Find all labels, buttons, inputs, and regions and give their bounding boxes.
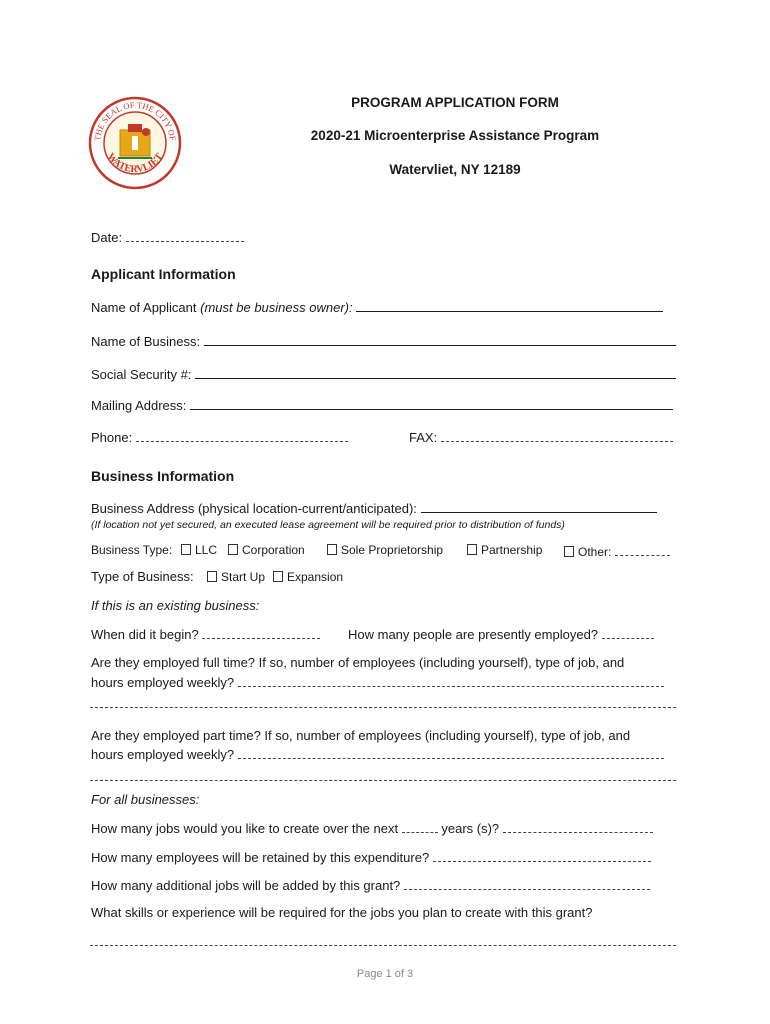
skills-answer-line[interactable] <box>90 944 676 946</box>
begin-label: When did it begin? <box>91 627 199 642</box>
jobs-create-row: How many jobs would you like to create over the next years (s)? <box>91 820 653 836</box>
date-label: Date: <box>91 230 123 245</box>
business-type-row <box>91 543 172 557</box>
kind-startup-option[interactable]: Start Up <box>207 570 265 584</box>
checkbox-corporation[interactable] <box>228 544 238 555</box>
business-type-label: Business Type: <box>91 543 173 557</box>
employed-row <box>348 626 654 642</box>
mailing-label: Mailing Address: <box>91 398 187 413</box>
begin-row <box>91 626 320 642</box>
employees-retained-row: How many employees will be retained by this expenditure? <box>91 849 651 865</box>
applicant-name-row <box>91 299 663 315</box>
phone-row <box>91 429 348 445</box>
business-address-field[interactable] <box>421 500 657 513</box>
business-heading: Business Information <box>91 468 235 484</box>
employees-retained-field[interactable] <box>433 849 651 862</box>
type-partnership-option[interactable]: Partnership <box>467 543 542 557</box>
type-sole-proprietorship-option[interactable]: Sole Proprietorship <box>327 543 443 557</box>
business-name-row <box>91 333 676 349</box>
city-seal-logo <box>88 96 182 190</box>
kind-label: Type of Business: <box>91 569 194 584</box>
date-row <box>91 229 244 245</box>
fulltime-question-line2: hours employed weekly? <box>91 674 664 690</box>
business-address-row <box>91 500 657 516</box>
parttime-question-line1: Are they employed part time? If so, number of employees (including yourself), type of job, and <box>91 728 631 743</box>
business-address-note: (If location not yet secured, an executed lease agreement will be required prior to distribution of funds) <box>91 519 565 531</box>
applicant-name-note: (must be business owner): <box>200 300 353 315</box>
employed-field[interactable] <box>602 626 654 639</box>
checkbox-llc[interactable] <box>181 544 191 555</box>
kind-expansion-option[interactable]: Expansion <box>273 570 343 584</box>
all-heading: For all businesses: <box>91 792 200 807</box>
checkbox-other[interactable] <box>564 546 574 557</box>
parttime-extra-line[interactable] <box>90 779 676 781</box>
applicant-name-label: Name of Applicant <box>91 300 197 315</box>
mailing-row <box>91 397 673 413</box>
checkbox-partnership[interactable] <box>467 544 477 555</box>
checkbox-start-up[interactable] <box>207 571 217 582</box>
business-address-label: Business Address (physical location-current/anticipated): <box>91 501 417 516</box>
mailing-field[interactable] <box>190 397 673 410</box>
employed-label: How many people are presently employed? <box>348 627 599 642</box>
fulltime-field[interactable] <box>238 674 664 687</box>
skills-question: What skills or experience will be required for the jobs you plan to create with this grant? <box>91 905 593 920</box>
seal-top-text: THE SEAL OF THE CITY OF <box>92 99 178 142</box>
type-corporation-option[interactable]: Corporation <box>228 543 305 557</box>
ssn-row <box>91 366 676 382</box>
fax-field[interactable] <box>441 429 673 442</box>
jobs-create-field[interactable] <box>503 820 653 833</box>
years-field[interactable] <box>402 820 438 833</box>
other-type-field[interactable] <box>615 543 670 556</box>
fulltime-question-line1: Are they employed full time? If so, number of employees (including yourself), type of job, and <box>91 655 625 670</box>
checkbox-sole-proprietorship[interactable] <box>327 544 337 555</box>
business-name-field[interactable] <box>204 333 676 346</box>
applicant-heading: Applicant Information <box>91 266 236 282</box>
parttime-field[interactable] <box>238 746 664 759</box>
business-name-label: Name of Business: <box>91 334 201 349</box>
fax-row <box>409 429 673 445</box>
type-llc-option[interactable]: LLC <box>181 543 217 557</box>
program-subtitle: 2020-21 Microenterprise Assistance Program <box>310 128 600 143</box>
date-field[interactable] <box>126 229 244 242</box>
ssn-field[interactable] <box>195 366 676 379</box>
type-other-option[interactable]: Other: <box>564 543 670 559</box>
fax-label: FAX: <box>409 430 438 445</box>
additional-jobs-field[interactable] <box>404 877 650 890</box>
checkbox-expansion[interactable] <box>273 571 283 582</box>
phone-label: Phone: <box>91 430 133 445</box>
parttime-question-line2: hours employed weekly? <box>91 746 664 762</box>
begin-field[interactable] <box>202 626 320 639</box>
additional-jobs-row: How many additional jobs will be added by this grant? <box>91 877 650 893</box>
ssn-label: Social Security #: <box>91 367 192 382</box>
applicant-name-field[interactable] <box>356 299 663 312</box>
seal-bottom-text: WATERVLIET <box>104 151 166 176</box>
location-line: Watervliet, NY 12189 <box>389 162 521 177</box>
phone-field[interactable] <box>136 429 348 442</box>
existing-heading: If this is an existing business: <box>91 598 260 613</box>
page-number: Page 1 of 3 <box>356 968 414 980</box>
form-title: PROGRAM APPLICATION FORM <box>351 95 559 110</box>
fulltime-extra-line[interactable] <box>90 706 676 708</box>
